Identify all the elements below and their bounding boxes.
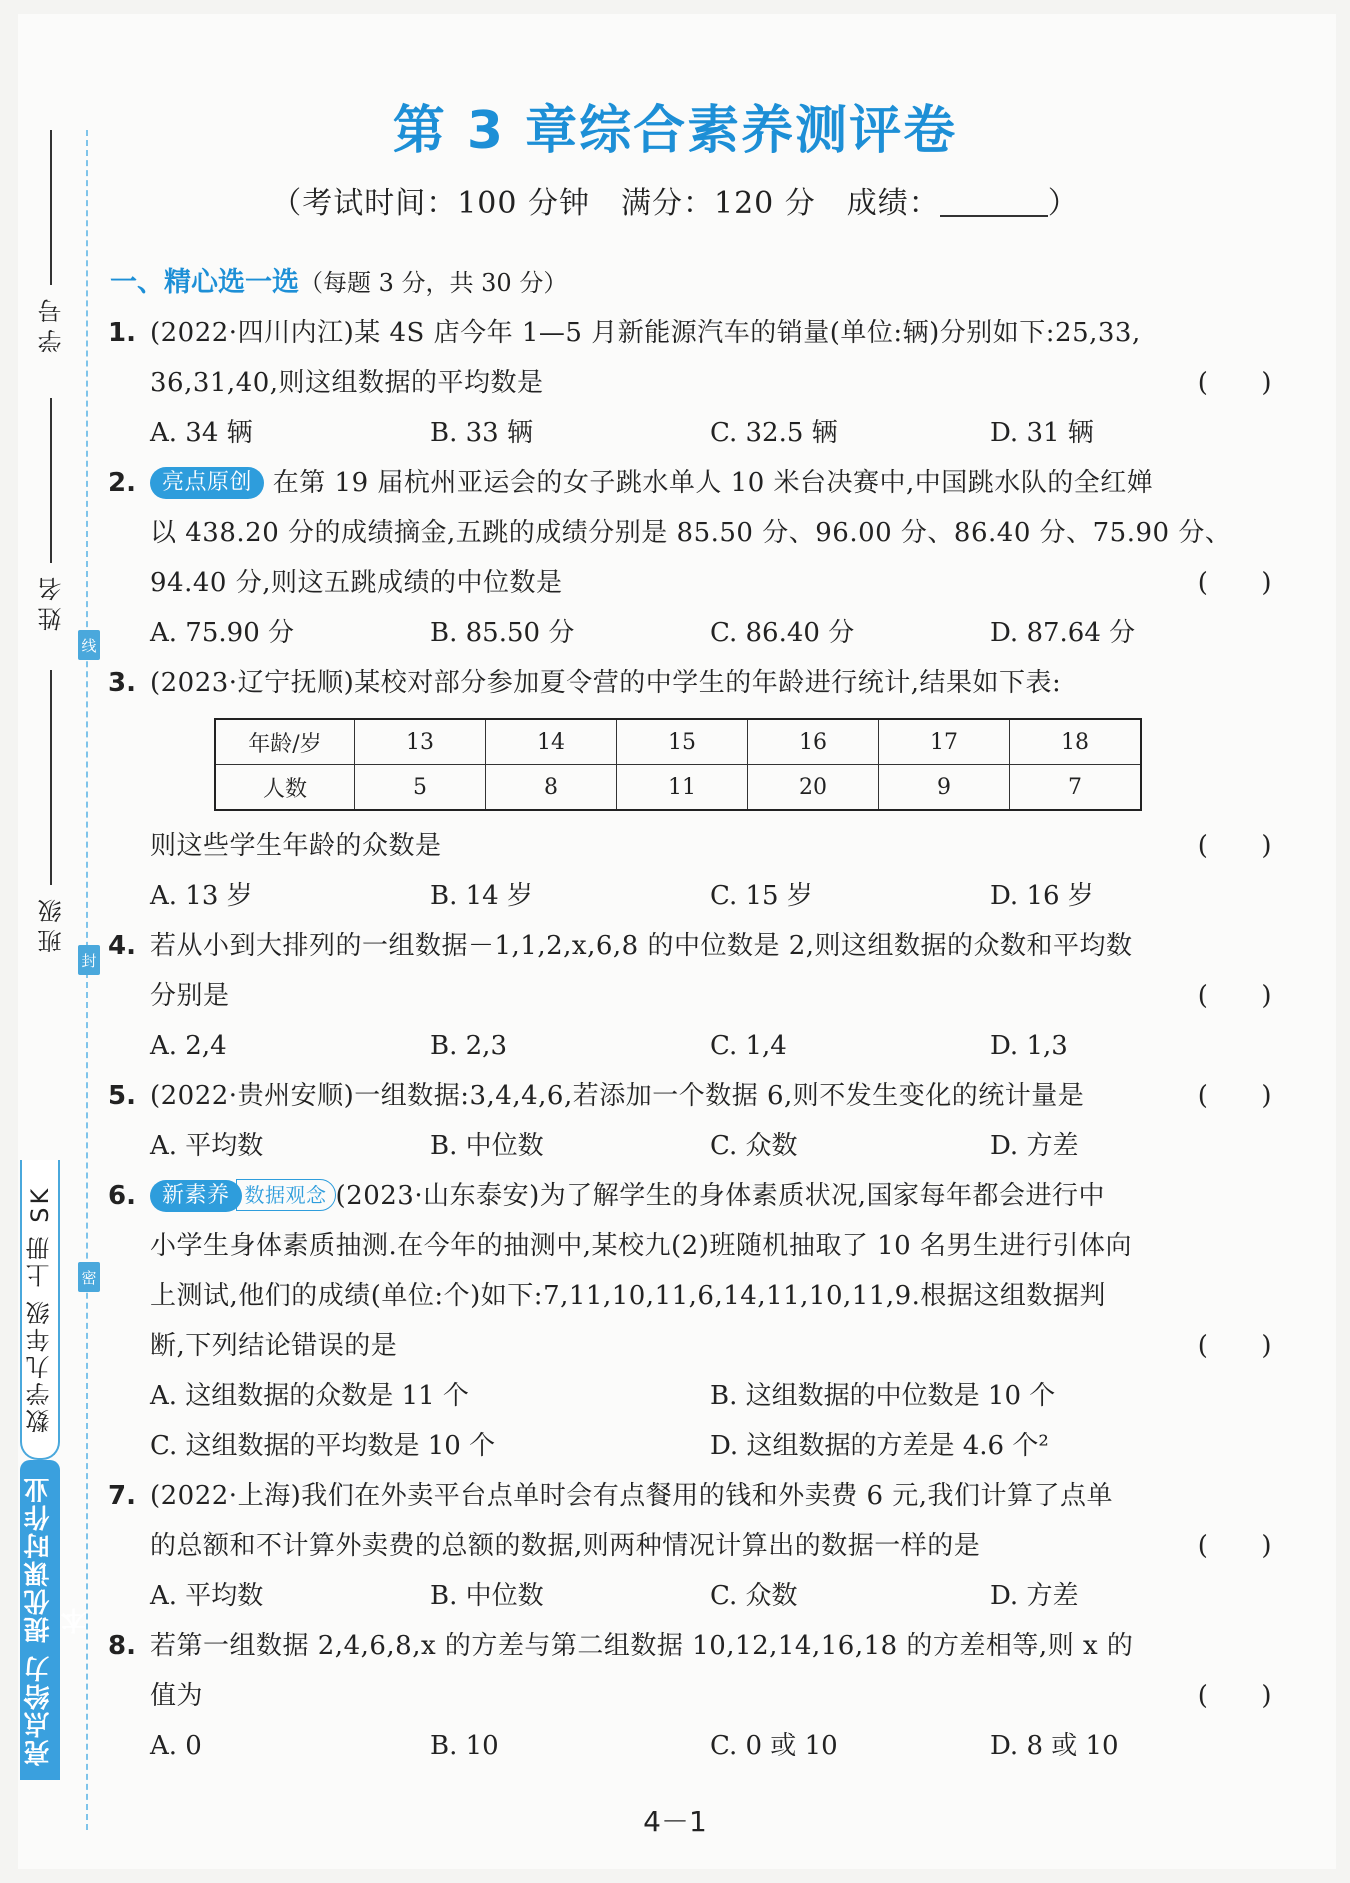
exam-info: （考试时间：100 分钟 满分：120 分 成绩： ） [271,186,1079,221]
question-5: 5. (2022·贵州安顺)一组数据:3,4,4,6,若添加一个数据 6,则不发生变化的统计量是 ( ) A. 平均数 B. 中位数 C. 众数 D. 方差 [110,1071,1280,1171]
section-heading: 一、精心选一选（每题 3 分，共 30 分） [110,267,568,298]
name-field: 姓名 [36,398,66,631]
book-series: 亮点给力 提优课时作业本 [20,1460,60,1780]
answer-bracket: ( ) [1197,1681,1272,1711]
options: A. 平均数 B. 中位数 C. 众数 D. 方差 [150,1581,1079,1611]
page-number: 4－1 [643,1805,707,1838]
options: A. 13 岁 B. 14 岁 C. 15 岁 D. 16 岁 [150,881,1094,911]
options: A. 这组数据的众数是 11 个 B. 这组数据的中位数是 10 个 [150,1381,1056,1411]
class-field: 班级 [36,670,66,953]
book-subject: 数学九年级 上册 SK [20,1160,60,1460]
page-title: 第 3 章综合素养测评卷 [392,101,958,161]
book-brand [20,1160,91,1780]
cut-line [86,130,88,1830]
question-4: 4. 若从小到大排列的一组数据－1,1,2,x,6,8 的中位数是 2,则这组数据的众数和平均数 分别是 ( ) A. 2,4 B. 2,3 C. 1,4 D. 1,3 [110,921,1280,1071]
options: A. 0 B. 10 C. 0 或 10 D. 8 或 10 [150,1731,1119,1761]
options: A. 34 辆 B. 33 辆 C. 32.5 辆 D. 31 辆 [150,418,1094,448]
answer-bracket: ( ) [1197,1081,1272,1111]
options: C. 这组数据的平均数是 10 个 D. 这组数据的方差是 4.6 个² [150,1431,1049,1461]
original-tag: 亮点原创 [150,467,264,499]
table-row: 人数 5 8 11 20 9 7 [215,765,1141,811]
question-1: 1. (2022·四川内江)某 4S 店今年 1—5 月新能源汽车的销量(单位:辆)分别如下:25,33, 36,31,40,则这组数据的平均数是 ( ) A. 34 辆 B. 33 辆 C. 32.5 辆 D. 31 辆 [110,308,1280,458]
answer-bracket: ( ) [1197,1531,1272,1561]
seal-mark-secret: 密 [78,1262,100,1292]
options: A. 2,4 B. 2,3 C. 1,4 D. 1,3 [150,1031,1068,1061]
data-concept-tag: 数据观念 [236,1179,336,1211]
seal-mark-seal: 封 [78,945,100,975]
question-8: 8. 若第一组数据 2,4,6,8,x 的方差与第二组数据 10,12,14,16,18 的方差相等,则 x 的 值为 ( ) A. 0 B. 10 C. 0 或 10 D. 8 或 10 [110,1621,1280,1771]
seal-mark-line: 线 [78,630,100,660]
question-list [110,258,1280,1771]
answer-bracket: ( ) [1197,831,1272,861]
question-6: 6. 新素养 数据观念 (2023·山东泰安)为了解学生的身体素质状况,国家每年都会进行中 小学生身体素质抽测.在今年的抽测中,某校九(2)班随机抽取了 10 名男生进行引体向 上测试,他们的成绩(单位:个)如下:7,11,10,11,6,14,11,10,11,9.根据这组数据判 断,下列结论错误的是 ( ) A. 这组数据的众数是 11 个 B. 这组数据的中位数是 10 个 C. 这组数据的平均数是 10 个 D. 这组数据的方差是 4.6 个² [110,1171,1280,1471]
literacy-tag: 新素养 [150,1180,242,1212]
options: A. 75.90 分 B. 85.50 分 C. 86.40 分 D. 87.64 分 [150,618,1136,648]
answer-bracket: ( ) [1197,368,1272,398]
question-2: 2. 亮点原创 在第 19 届杭州亚运会的女子跳水单人 10 米台决赛中,中国跳水队的全红婵 以 438.20 分的成绩摘金,五跳的成绩分别是 85.50 分、96.00 分、86.40 分、75.90 分、 94.40 分,则这五跳成绩的中位数是 ( ) A. 75.90 分 B. 85.50 分 C. 86.40 分 D. 87.64 分 [110,458,1280,658]
age-table [214,718,1142,811]
answer-bracket: ( ) [1197,568,1272,598]
answer-bracket: ( ) [1197,981,1272,1011]
options: A. 平均数 B. 中位数 C. 众数 D. 方差 [150,1131,1079,1161]
answer-bracket: ( ) [1197,1331,1272,1361]
question-3: 3. (2023·辽宁抚顺)某校对部分参加夏令营的中学生的年龄进行统计,结果如下表: 年龄/岁 13 14 15 16 17 18 人数 5 8 11 20 9 7 则这些学生年龄的众数是 ( ) A. 13 岁 B. 14 岁 C. 15 岁 D. 16 岁 [110,658,1280,921]
table-row: 年龄/岁 13 14 15 16 17 18 [215,719,1141,765]
student-id-field: 学号 [36,130,66,353]
question-7: 7. (2022·上海)我们在外卖平台点单时会有点餐用的钱和外卖费 6 元,我们计算了点单 的总额和不计算外卖费的总额的数据,则两种情况计算出的数据一样的是 ( ) A. 平均数 B. 中位数 C. 众数 D. 方差 [110,1471,1280,1621]
score-blank [940,185,1048,217]
